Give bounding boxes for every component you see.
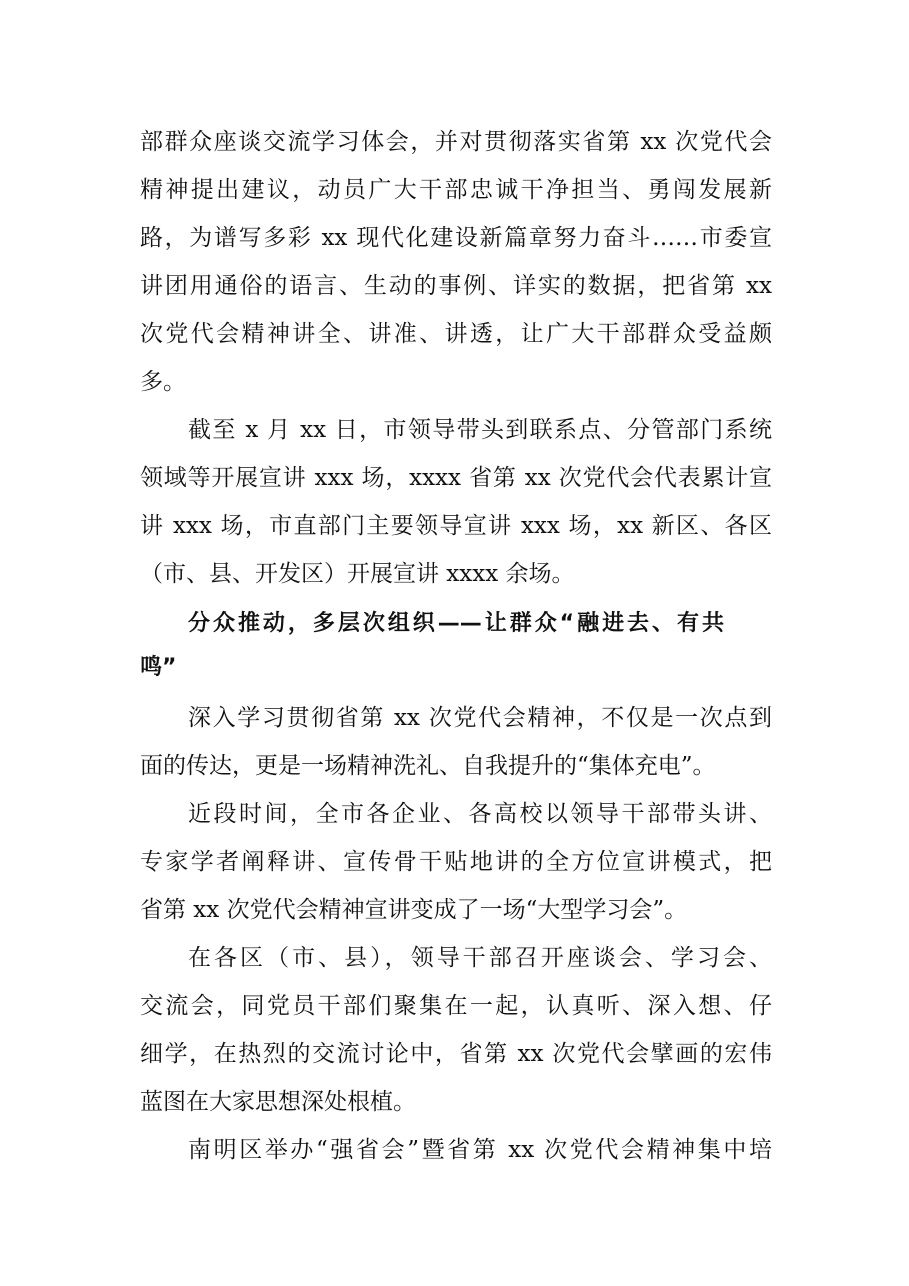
text-line: 在各区（市、县），领导干部召开座谈会、学习会、 [188, 945, 772, 971]
text-line: 讲 xxx 场，市直部门主要领导宣讲 xxx 场，xx 新区、各区 [140, 513, 772, 539]
text-line: 交流会，同党员干部们聚集在一起，认真听、深入想、仔 [140, 993, 772, 1019]
text-line: 蓝图在大家思想深处根植。 [140, 1089, 416, 1115]
text-line: 近段时间，全市各企业、各高校以领导干部带头讲、 [188, 801, 772, 827]
section-heading: 分众推动，多层次组织——让群众“融进去、有共 [188, 611, 724, 636]
text-line: 次党代会精神讲全、讲准、讲透，让广大干部群众受益颇 [140, 321, 772, 347]
text-line: 细学，在热烈的交流讨论中，省第 xx 次党代会擘画的宏伟 [140, 1041, 772, 1067]
text-line: （市、县、开发区）开展宣讲 xxxx 余场。 [140, 561, 575, 587]
text-line: 截至 x 月 xx 日，市领导带头到联系点、分管部门系统 [188, 417, 772, 443]
text-line: 部群众座谈交流学习体会，并对贯彻落实省第 xx 次党代会 [140, 129, 772, 155]
section-heading: 鸣” [140, 655, 177, 680]
text-line: 路，为谱写多彩 xx 现代化建设新篇章努力奋斗……市委宣 [140, 225, 772, 251]
text-line: 专家学者阐释讲、宣传骨干贴地讲的全方位宣讲模式，把 [140, 849, 772, 875]
text-line: 精神提出建议，动员广大干部忠诚干净担当、勇闯发展新 [140, 177, 772, 203]
text-line: 讲团用通俗的语言、生动的事例、详实的数据，把省第 xx [140, 273, 772, 299]
text-line: 省第 xx 次党代会精神宣讲变成了一场“大型学习会”。 [140, 897, 688, 923]
text-line: 深入学习贯彻省第 xx 次党代会精神，不仅是一次点到 [188, 705, 772, 731]
text-line: 面的传达，更是一场精神洗礼、自我提升的“集体充电”。 [140, 753, 716, 779]
text-line: 多。 [140, 369, 186, 395]
text-line: 南明区举办“强省会”暨省第 xx 次党代会精神集中培 [188, 1137, 772, 1163]
text-line: 领域等开展宣讲 xxx 场，xxxx 省第 xx 次党代会代表累计宣 [140, 465, 772, 491]
